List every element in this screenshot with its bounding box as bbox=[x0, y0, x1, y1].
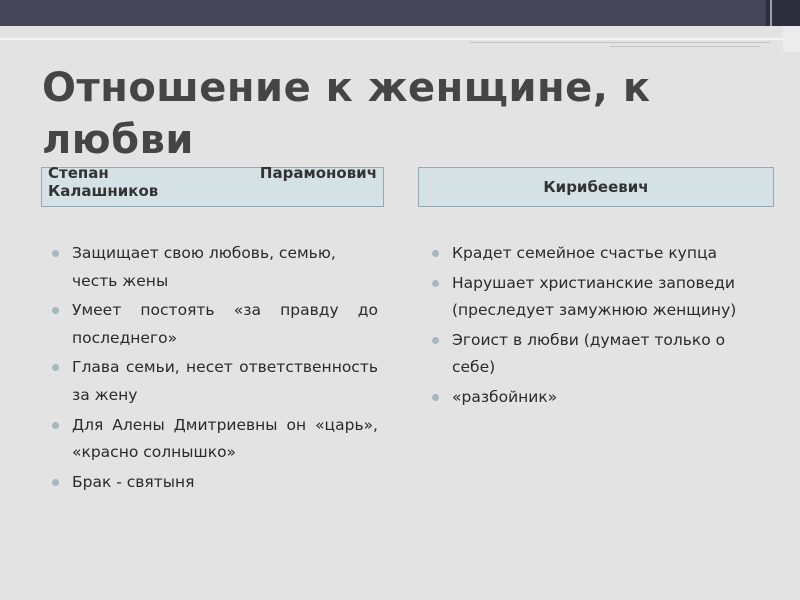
list-item-text: Брак - святыня bbox=[72, 472, 195, 491]
decor-stripe bbox=[610, 46, 760, 47]
bullet-dot-icon bbox=[432, 337, 439, 344]
right-header-label: Кирибеевич bbox=[543, 178, 649, 196]
list-item bbox=[52, 412, 378, 467]
right-bullet-list bbox=[432, 240, 762, 414]
list-item-text: Для Алены Дмитриевны он «царь», «красно солнышко» bbox=[72, 415, 378, 462]
bullet-dot-icon bbox=[432, 280, 439, 287]
list-item bbox=[432, 270, 762, 325]
left-bullet-list bbox=[52, 240, 378, 498]
slide-title: Отношение к женщине, к любви bbox=[42, 65, 651, 163]
bullet-dot-icon bbox=[432, 394, 439, 401]
list-item bbox=[52, 240, 378, 295]
left-header-word2: Парамонович bbox=[259, 164, 377, 182]
bullet-dot-icon bbox=[432, 250, 439, 257]
list-item bbox=[52, 354, 378, 409]
list-item bbox=[432, 327, 762, 382]
list-item bbox=[52, 297, 378, 352]
decor-stripe bbox=[0, 38, 800, 40]
list-item bbox=[432, 384, 762, 412]
list-item-text: Глава семьи, несет ответственность за жену bbox=[72, 358, 378, 404]
top-decor-line bbox=[770, 0, 772, 26]
decor-stripe bbox=[470, 42, 770, 43]
list-item bbox=[432, 240, 762, 268]
left-column-header bbox=[41, 164, 384, 207]
top-decor-bar bbox=[0, 0, 800, 26]
left-header-line2: Калашников bbox=[48, 182, 159, 200]
list-item-text: Умеет постоять «за правду до последнего» bbox=[72, 301, 378, 347]
list-item-text: Защищает свою любовь, семью, честь жены bbox=[72, 244, 336, 290]
bullet-dot-icon bbox=[52, 364, 59, 371]
bullet-dot-icon bbox=[52, 479, 59, 486]
left-header-word1: Степан bbox=[48, 164, 109, 182]
list-item-text: Эгоист в любви (думает только о себе) bbox=[452, 330, 726, 377]
decor-right-edge bbox=[783, 26, 800, 52]
bullet-dot-icon bbox=[52, 250, 59, 257]
right-column-header bbox=[418, 167, 774, 207]
list-item-text: «разбойник» bbox=[452, 387, 558, 406]
bullet-dot-icon bbox=[52, 422, 59, 429]
list-item-text: Нарушает христианские заповеди (преследует замужнюю женщину) bbox=[452, 273, 737, 320]
list-item-text: Крадет семейное счастье купца bbox=[452, 244, 718, 262]
bullet-dot-icon bbox=[52, 307, 59, 314]
list-item bbox=[52, 469, 378, 497]
